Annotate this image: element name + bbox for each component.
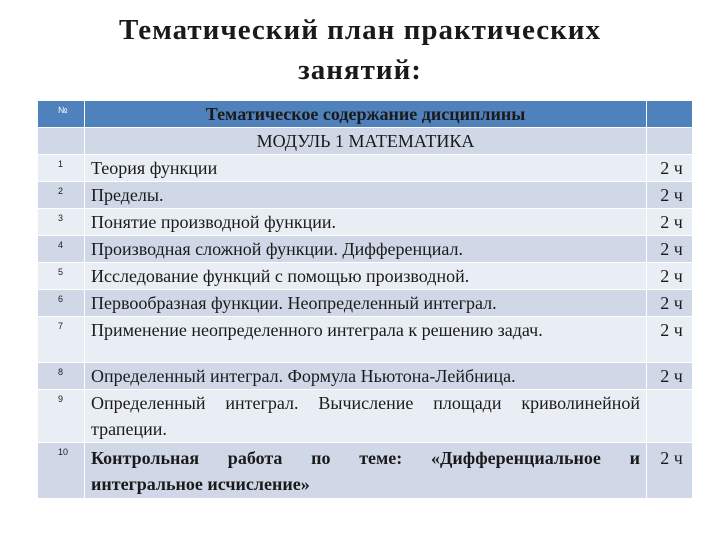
row-topic-line-1: Контрольная работа по теме: «Дифференциальное и [91, 448, 640, 468]
row-num: 8 [38, 363, 85, 390]
row-topic: Понятие производной функции. [85, 209, 647, 236]
row-hours: 2 ч [647, 236, 693, 263]
row-num: 2 [38, 182, 85, 209]
row-num: 4 [38, 236, 85, 263]
header-content: Тематическое содержание дисциплины [85, 101, 647, 128]
table-row [38, 182, 693, 209]
row-hours: 2 ч [647, 363, 693, 390]
row-hours: 2 ч [647, 263, 693, 290]
page-title-line-2: занятий: [298, 54, 422, 86]
table-row [38, 236, 693, 263]
row-topic-line-2: интегральное исчисление» [91, 474, 310, 494]
header-hours [647, 101, 693, 128]
row-hours: 2 ч [647, 290, 693, 317]
row-hours: 2 ч [647, 443, 693, 499]
row-hours: 2 ч [647, 155, 693, 182]
row-hours: 2 ч [647, 182, 693, 209]
module-row [38, 128, 693, 155]
row-topic: Определенный интеграл. Формула Ньютона-Лейбница. [85, 363, 647, 390]
row-topic: Применение неопределенного интеграла к решению задач. [85, 317, 647, 363]
row-hours: 2 ч [647, 317, 693, 363]
row-topic: Пределы. [85, 182, 647, 209]
module-title: МОДУЛЬ 1 МАТЕМАТИКА [85, 128, 647, 155]
table-header-row [38, 101, 693, 128]
row-topic [85, 390, 647, 443]
row-topic-line-2: трапеции. [91, 419, 167, 439]
row-hours [647, 390, 693, 443]
row-topic: Первообразная функции. Неопределенный интеграл. [85, 290, 647, 317]
row-num: 9 [38, 390, 85, 443]
module-num [38, 128, 85, 155]
table-row [38, 390, 693, 443]
header-num: № [38, 101, 85, 128]
row-num: 6 [38, 290, 85, 317]
table-row [38, 363, 693, 390]
row-topic [85, 443, 647, 499]
table-row [38, 209, 693, 236]
table-row [38, 290, 693, 317]
row-num: 3 [38, 209, 85, 236]
row-topic-line-1: Определенный интеграл. Вычисление площади криволинейной [91, 393, 640, 413]
thematic-plan-table [37, 100, 693, 499]
row-num: 10 [38, 443, 85, 499]
row-num: 7 [38, 317, 85, 363]
table-row [38, 317, 693, 363]
table-row [38, 155, 693, 182]
page-title-line-1: Тематический план практических [118, 14, 601, 46]
row-num: 5 [38, 263, 85, 290]
module-hours [647, 128, 693, 155]
table-row [38, 443, 693, 499]
row-topic: Исследование функций с помощью производной. [85, 263, 647, 290]
row-hours: 2 ч [647, 209, 693, 236]
row-num: 1 [38, 155, 85, 182]
row-topic: Теория функции [85, 155, 647, 182]
table-row [38, 263, 693, 290]
row-topic: Производная сложной функции. Дифференциал. [85, 236, 647, 263]
